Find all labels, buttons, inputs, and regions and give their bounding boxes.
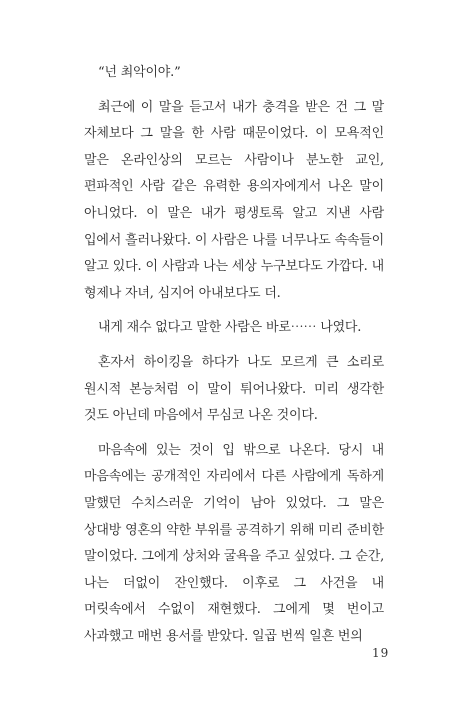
paragraph: 최근에 이 말을 듣고서 내가 충격을 받은 건 그 말 자체보다 그 말을 한 사람 때문이었다. 이 모욕적인 말은 온라인상의 모르는 사람이나 분노한 교인, 편파적인 사람 같은 유력한 용의자에게서 나온 말이 아니었다. 이 말은 내가 평생토록 알고 지낸 사람 입에서 흘러나왔다. 이 사람은 나를 너무나도 속속들이 알고 있다. 이 사람과 나는 세상 누구보다도 가깝다. 내 형제나 자녀, 심지어 아내보다도 더. — [84, 99, 384, 301]
page-number: 19 — [372, 646, 390, 660]
paragraph-quote: “넌 최악이야.” — [98, 65, 181, 80]
paragraph: 마음속에 있는 것이 입 밖으로 나온다. 당시 내 마음속에는 공개적인 자리에서 다른 사람에게 독하게 말했던 수치스러운 기억이 남아 있었다. 그 말은 상대방 영혼의 약한 부위를 공격하기 위해 미리 준비한 말이었다. 그에게 상처와 굴욕을 주고 싶었다. 그 순간, 나는 더없이 잔인했다. 이후로 그 사건을 내 머릿속에서 수없이 재현했다. 그에게 몇 번이고 사과했고 매번 용서를 받았다. 일곱 번씩 일흔 번의 — [84, 442, 384, 644]
paragraph: 혼자서 하이킹을 하다가 나도 모르게 큰 소리로 원시적 본능처럼 이 말이 튀어나왔다. 미리 생각한 것도 아닌데 마음에서 무심코 나온 것이다. — [84, 354, 384, 424]
paragraph: 내게 재수 없다고 말한 사람은 바로⋯⋯ 나였다. — [98, 320, 362, 336]
page-body — [84, 60, 384, 658]
